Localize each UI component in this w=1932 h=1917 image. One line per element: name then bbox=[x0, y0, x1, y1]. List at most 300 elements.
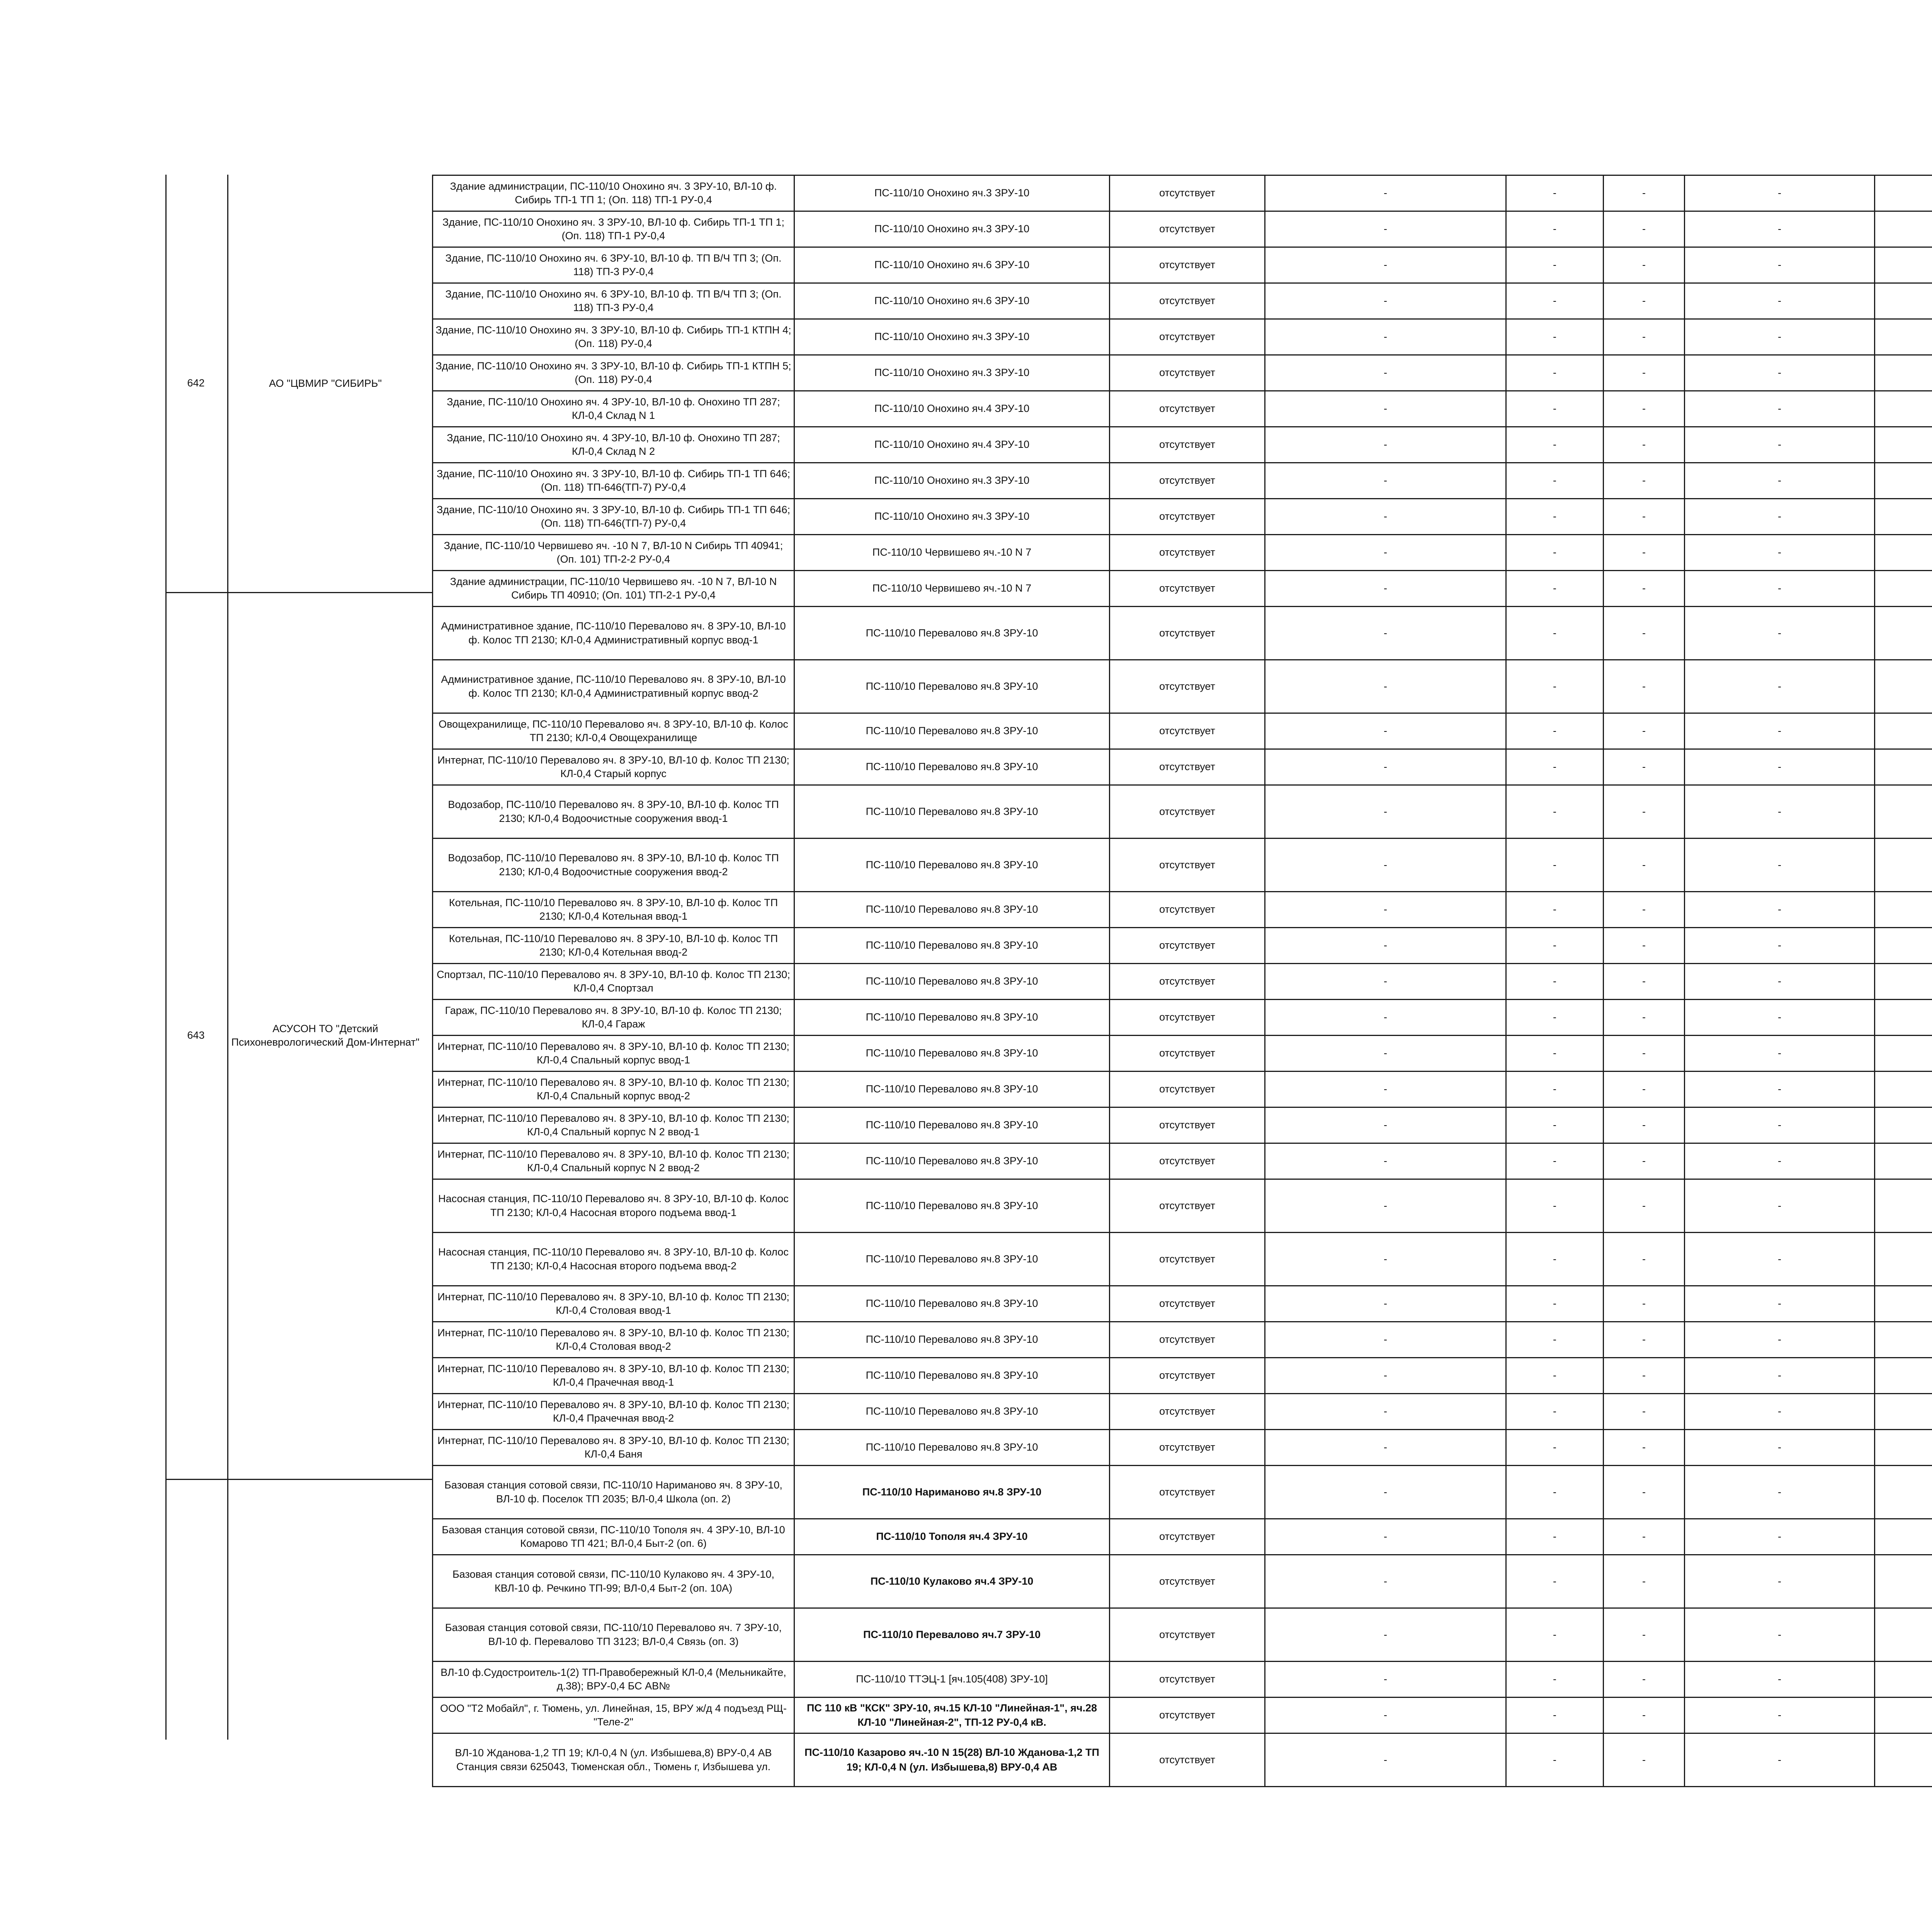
feed-point-cell: ПС-110/10 Перевалово яч.8 ЗРУ-10 bbox=[794, 1358, 1110, 1394]
table-row bbox=[433, 463, 1932, 499]
status-cell: отсутствует bbox=[1110, 1698, 1265, 1733]
dash-cell: - bbox=[1265, 499, 1506, 535]
status-cell: отсутствует bbox=[1110, 355, 1265, 391]
feed-point-cell: ПС-110/10 Перевалово яч.8 ЗРУ-10 bbox=[794, 1000, 1110, 1036]
object-cell: Интернат, ПС-110/10 Перевалово яч. 8 ЗРУ-10, ВЛ-10 ф. Колос ТП 2130; КЛ-0,4 Столовая ввод-1 bbox=[433, 1286, 794, 1322]
object-cell: ВЛ-10 Жданова-1,2 ТП 19; КЛ-0,4 N (ул. Избышева,8) ВРУ-0,4 АВ Станция связи 625043, Тюменская обл., Тюмень г, Избышева ул. bbox=[433, 1733, 794, 1787]
table-row bbox=[433, 785, 1932, 839]
dash-cell: - bbox=[1506, 391, 1604, 427]
dash-cell: - bbox=[1604, 1036, 1685, 1072]
feed-point-cell: ПС-110/10 Перевалово яч.8 ЗРУ-10 bbox=[794, 928, 1110, 964]
dash-cell bbox=[1875, 607, 1932, 660]
feed-point-cell: ПС-110/10 Перевалово яч.8 ЗРУ-10 bbox=[794, 1233, 1110, 1286]
dash-cell: - bbox=[1265, 1394, 1506, 1430]
dash-cell: - bbox=[1506, 1662, 1604, 1698]
dash-cell: - bbox=[1506, 1107, 1604, 1143]
dash-cell bbox=[1875, 713, 1932, 749]
dash-cell: - bbox=[1506, 427, 1604, 463]
dash-cell: - bbox=[1506, 1698, 1604, 1733]
table-row bbox=[433, 1698, 1932, 1733]
dash-cell: - bbox=[1604, 1286, 1685, 1322]
dash-cell: - bbox=[1506, 1555, 1604, 1608]
dash-cell bbox=[1875, 427, 1932, 463]
dash-cell: - bbox=[1506, 1000, 1604, 1036]
object-cell: Интернат, ПС-110/10 Перевалово яч. 8 ЗРУ-10, ВЛ-10 ф. Колос ТП 2130; КЛ-0,4 Баня bbox=[433, 1430, 794, 1466]
dash-cell: - bbox=[1506, 499, 1604, 535]
feed-point-cell: ПС-110/10 Онохино яч.3 ЗРУ-10 bbox=[794, 175, 1110, 211]
dash-cell: - bbox=[1265, 1107, 1506, 1143]
feed-point-cell: ПС-110/10 Перевалово яч.8 ЗРУ-10 bbox=[794, 1143, 1110, 1179]
dash-cell: - bbox=[1685, 1179, 1875, 1233]
status-cell: отсутствует bbox=[1110, 607, 1265, 660]
feed-point-cell: ПС-110/10 Перевалово яч.8 ЗРУ-10 bbox=[794, 1322, 1110, 1358]
feed-point-cell: ПС-110/10 Онохино яч.3 ЗРУ-10 bbox=[794, 211, 1110, 247]
data-table bbox=[432, 175, 1932, 1787]
feed-point-cell: ПС-110/10 Перевалово яч.7 ЗРУ-10 bbox=[794, 1608, 1110, 1662]
status-cell: отсутствует bbox=[1110, 839, 1265, 892]
dash-cell: - bbox=[1506, 1286, 1604, 1322]
object-cell: Овощехранилище, ПС-110/10 Перевалово яч. 8 ЗРУ-10, ВЛ-10 ф. Колос ТП 2130; КЛ-0,4 Овощехранилище bbox=[433, 713, 794, 749]
dash-cell: - bbox=[1506, 607, 1604, 660]
dash-cell bbox=[1875, 1466, 1932, 1519]
dash-cell bbox=[1875, 1733, 1932, 1787]
dash-cell: - bbox=[1506, 463, 1604, 499]
table-row bbox=[433, 247, 1932, 283]
table-row bbox=[433, 1233, 1932, 1286]
dash-cell: - bbox=[1685, 1466, 1875, 1519]
dash-cell: - bbox=[1604, 1107, 1685, 1143]
object-cell: Здание, ПС-110/10 Червишево яч. -10 N 7, ВЛ-10 N Сибирь ТП 40941; (Оп. 101) ТП-2-2 РУ-0,4 bbox=[433, 535, 794, 571]
dash-cell: - bbox=[1265, 571, 1506, 607]
dash-cell: - bbox=[1506, 1430, 1604, 1466]
feed-point-cell: ПС-110/10 Червишево яч.-10 N 7 bbox=[794, 571, 1110, 607]
dash-cell: - bbox=[1604, 660, 1685, 713]
dash-cell: - bbox=[1604, 1466, 1685, 1519]
status-cell: отсутствует bbox=[1110, 1179, 1265, 1233]
feed-point-cell: ПС-110/10 Перевалово яч.8 ЗРУ-10 bbox=[794, 1072, 1110, 1107]
group-separator bbox=[165, 592, 433, 593]
dash-cell: - bbox=[1685, 463, 1875, 499]
status-cell: отсутствует bbox=[1110, 1394, 1265, 1430]
dash-cell: - bbox=[1265, 785, 1506, 839]
dash-cell: - bbox=[1506, 175, 1604, 211]
status-cell: отсутствует bbox=[1110, 1286, 1265, 1322]
dash-cell: - bbox=[1506, 785, 1604, 839]
dash-cell: - bbox=[1685, 839, 1875, 892]
status-cell: отсутствует bbox=[1110, 211, 1265, 247]
dash-cell: - bbox=[1685, 1698, 1875, 1733]
status-cell: отсутствует bbox=[1110, 1036, 1265, 1072]
status-cell: отсутствует bbox=[1110, 1662, 1265, 1698]
feed-point-cell: ПС-110/10 Перевалово яч.8 ЗРУ-10 bbox=[794, 1036, 1110, 1072]
dash-cell: - bbox=[1265, 660, 1506, 713]
dash-cell: - bbox=[1685, 1143, 1875, 1179]
dash-cell: - bbox=[1604, 175, 1685, 211]
status-cell: отсутствует bbox=[1110, 247, 1265, 283]
feed-point-cell: ПС-110/10 Перевалово яч.8 ЗРУ-10 bbox=[794, 839, 1110, 892]
dash-cell bbox=[1875, 463, 1932, 499]
status-cell: отсутствует bbox=[1110, 1322, 1265, 1358]
dash-cell bbox=[1875, 749, 1932, 785]
status-cell: отсутствует bbox=[1110, 175, 1265, 211]
object-cell: Интернат, ПС-110/10 Перевалово яч. 8 ЗРУ-10, ВЛ-10 ф. Колос ТП 2130; КЛ-0,4 Спальный корпус ввод-2 bbox=[433, 1072, 794, 1107]
object-cell: Здание, ПС-110/10 Онохино яч. 3 ЗРУ-10, ВЛ-10 ф. Сибирь ТП-1 ТП 646; (Оп. 118) ТП-646(ТП-7) РУ-0,4 bbox=[433, 463, 794, 499]
dash-cell: - bbox=[1265, 1036, 1506, 1072]
feed-point-cell: ПС-110/10 Тополя яч.4 ЗРУ-10 bbox=[794, 1519, 1110, 1555]
dash-cell: - bbox=[1506, 1733, 1604, 1787]
object-cell: Здание, ПС-110/10 Онохино яч. 3 ЗРУ-10, ВЛ-10 ф. Сибирь ТП-1 ТП 1; (Оп. 118) ТП-1 РУ-0,4 bbox=[433, 211, 794, 247]
feed-point-cell: ПС-110/10 Онохино яч.3 ЗРУ-10 bbox=[794, 463, 1110, 499]
status-cell: отсутствует bbox=[1110, 928, 1265, 964]
dash-cell: - bbox=[1685, 1430, 1875, 1466]
status-cell: отсутствует bbox=[1110, 1143, 1265, 1179]
object-cell: Здание, ПС-110/10 Онохино яч. 3 ЗРУ-10, ВЛ-10 ф. Сибирь ТП-1 КТПН 4; (Оп. 118) РУ-0,4 bbox=[433, 319, 794, 355]
object-cell: Административное здание, ПС-110/10 Перевалово яч. 8 ЗРУ-10, ВЛ-10 ф. Колос ТП 2130; КЛ-0,4 Административный корпус ввод-1 bbox=[433, 607, 794, 660]
dash-cell: - bbox=[1685, 660, 1875, 713]
object-cell: Интернат, ПС-110/10 Перевалово яч. 8 ЗРУ-10, ВЛ-10 ф. Колос ТП 2130; КЛ-0,4 Старый корпус bbox=[433, 749, 794, 785]
dash-cell: - bbox=[1506, 928, 1604, 964]
dash-cell bbox=[1875, 1107, 1932, 1143]
table-row bbox=[433, 1107, 1932, 1143]
object-cell: Спортзал, ПС-110/10 Перевалово яч. 8 ЗРУ-10, ВЛ-10 ф. Колос ТП 2130; КЛ-0,4 Спортзал bbox=[433, 964, 794, 1000]
dash-cell: - bbox=[1265, 839, 1506, 892]
feed-point-cell: ПС-110/10 Перевалово яч.8 ЗРУ-10 bbox=[794, 1107, 1110, 1143]
dash-cell: - bbox=[1604, 928, 1685, 964]
table-row bbox=[433, 1036, 1932, 1072]
dash-cell: - bbox=[1265, 535, 1506, 571]
dash-cell bbox=[1875, 928, 1932, 964]
dash-cell: - bbox=[1685, 1000, 1875, 1036]
status-cell: отсутствует bbox=[1110, 499, 1265, 535]
object-cell: Здание, ПС-110/10 Онохино яч. 4 ЗРУ-10, ВЛ-10 ф. Онохино ТП 287; КЛ-0,4 Склад N 2 bbox=[433, 427, 794, 463]
table-row bbox=[433, 892, 1932, 928]
dash-cell: - bbox=[1265, 892, 1506, 928]
feed-point-cell: ПС-110/10 ТТЭЦ-1 [яч.105(408) ЗРУ-10] bbox=[794, 1662, 1110, 1698]
object-cell: Базовая станция сотовой связи, ПС-110/10 Кулаково яч. 4 ЗРУ-10, КВЛ-10 ф. Речкино ТП-99; ВЛ-0,4 Быт-2 (оп. 10А) bbox=[433, 1555, 794, 1608]
object-cell: Водозабор, ПС-110/10 Перевалово яч. 8 ЗРУ-10, ВЛ-10 ф. Колос ТП 2130; КЛ-0,4 Водоочистные сооружения ввод-2 bbox=[433, 839, 794, 892]
status-cell: отсутствует bbox=[1110, 1233, 1265, 1286]
feed-point-cell: ПС-110/10 Онохино яч.6 ЗРУ-10 bbox=[794, 247, 1110, 283]
dash-cell: - bbox=[1506, 247, 1604, 283]
dash-cell: - bbox=[1604, 499, 1685, 535]
dash-cell: - bbox=[1506, 1466, 1604, 1519]
dash-cell: - bbox=[1506, 1036, 1604, 1072]
dash-cell: - bbox=[1506, 713, 1604, 749]
status-cell: отсутствует bbox=[1110, 463, 1265, 499]
dash-cell: - bbox=[1685, 427, 1875, 463]
object-cell: Интернат, ПС-110/10 Перевалово яч. 8 ЗРУ-10, ВЛ-10 ф. Колос ТП 2130; КЛ-0,4 Столовая ввод-2 bbox=[433, 1322, 794, 1358]
dash-cell: - bbox=[1685, 391, 1875, 427]
table-row bbox=[433, 1430, 1932, 1466]
object-cell: ООО "Т2 Мобайл", г. Тюмень, ул. Линейная, 15, ВРУ ж/д 4 подъезд РЩ- "Теле-2" bbox=[433, 1698, 794, 1733]
dash-cell bbox=[1875, 1608, 1932, 1662]
table-row bbox=[433, 1555, 1932, 1608]
dash-cell: - bbox=[1685, 175, 1875, 211]
table-row bbox=[433, 211, 1932, 247]
object-cell: Гараж, ПС-110/10 Перевалово яч. 8 ЗРУ-10, ВЛ-10 ф. Колос ТП 2130; КЛ-0,4 Гараж bbox=[433, 1000, 794, 1036]
dash-cell: - bbox=[1506, 892, 1604, 928]
status-cell: отсутствует bbox=[1110, 1555, 1265, 1608]
column-line bbox=[227, 175, 228, 1740]
table-row bbox=[433, 391, 1932, 427]
dash-cell: - bbox=[1506, 319, 1604, 355]
dash-cell: - bbox=[1265, 427, 1506, 463]
status-cell: отсутствует bbox=[1110, 571, 1265, 607]
dash-cell: - bbox=[1685, 892, 1875, 928]
dash-cell: - bbox=[1604, 1430, 1685, 1466]
status-cell: отсутствует bbox=[1110, 1733, 1265, 1787]
dash-cell: - bbox=[1604, 355, 1685, 391]
object-cell: Водозабор, ПС-110/10 Перевалово яч. 8 ЗРУ-10, ВЛ-10 ф. Колос ТП 2130; КЛ-0,4 Водоочистные сооружения ввод-1 bbox=[433, 785, 794, 839]
table-row bbox=[433, 1072, 1932, 1107]
dash-cell: - bbox=[1265, 1000, 1506, 1036]
dash-cell: - bbox=[1604, 1555, 1685, 1608]
dash-cell bbox=[1875, 1233, 1932, 1286]
dash-cell: - bbox=[1685, 283, 1875, 319]
table-row bbox=[433, 713, 1932, 749]
dash-cell: - bbox=[1604, 1519, 1685, 1555]
dash-cell: - bbox=[1685, 1072, 1875, 1107]
dash-cell: - bbox=[1604, 211, 1685, 247]
dash-cell: - bbox=[1685, 1555, 1875, 1608]
group-separator bbox=[165, 1479, 433, 1480]
dash-cell bbox=[1875, 499, 1932, 535]
dash-cell: - bbox=[1685, 1036, 1875, 1072]
dash-cell: - bbox=[1265, 1072, 1506, 1107]
dash-cell: - bbox=[1604, 535, 1685, 571]
dash-cell: - bbox=[1604, 247, 1685, 283]
status-cell: отсутствует bbox=[1110, 1430, 1265, 1466]
status-cell: отсутствует bbox=[1110, 1519, 1265, 1555]
dash-cell: - bbox=[1685, 713, 1875, 749]
dash-cell: - bbox=[1506, 571, 1604, 607]
dash-cell bbox=[1875, 571, 1932, 607]
status-cell: отсутствует bbox=[1110, 319, 1265, 355]
table-row bbox=[433, 1322, 1932, 1358]
feed-point-cell: ПС-110/10 Казарово яч.-10 N 15(28) ВЛ-10 Жданова-1,2 ТП 19; КЛ-0,4 N (ул. Избышева,8) ВРУ-0,4 АВ bbox=[794, 1733, 1110, 1787]
dash-cell: - bbox=[1604, 1698, 1685, 1733]
dash-cell bbox=[1875, 660, 1932, 713]
dash-cell bbox=[1875, 391, 1932, 427]
status-cell: отсутствует bbox=[1110, 1000, 1265, 1036]
group-number: 642 bbox=[187, 377, 205, 389]
status-cell: отсутствует bbox=[1110, 1107, 1265, 1143]
table-row bbox=[433, 928, 1932, 964]
object-cell: Интернат, ПС-110/10 Перевалово яч. 8 ЗРУ-10, ВЛ-10 ф. Колос ТП 2130; КЛ-0,4 Прачечная ввод-2 bbox=[433, 1394, 794, 1430]
dash-cell: - bbox=[1265, 391, 1506, 427]
table-row bbox=[433, 839, 1932, 892]
table-row bbox=[433, 1143, 1932, 1179]
dash-cell: - bbox=[1506, 839, 1604, 892]
status-cell: отсутствует bbox=[1110, 1358, 1265, 1394]
dash-cell: - bbox=[1506, 1072, 1604, 1107]
dash-cell: - bbox=[1265, 175, 1506, 211]
dash-cell: - bbox=[1265, 319, 1506, 355]
object-cell: Интернат, ПС-110/10 Перевалово яч. 8 ЗРУ-10, ВЛ-10 ф. Колос ТП 2130; КЛ-0,4 Спальный корпус ввод-1 bbox=[433, 1036, 794, 1072]
dash-cell bbox=[1875, 839, 1932, 892]
dash-cell bbox=[1875, 211, 1932, 247]
dash-cell: - bbox=[1506, 749, 1604, 785]
feed-point-cell: ПС-110/10 Перевалово яч.8 ЗРУ-10 bbox=[794, 1179, 1110, 1233]
dash-cell: - bbox=[1604, 319, 1685, 355]
feed-point-cell: ПС-110/10 Перевалово яч.8 ЗРУ-10 bbox=[794, 964, 1110, 1000]
dash-cell bbox=[1875, 1519, 1932, 1555]
dash-cell: - bbox=[1604, 1662, 1685, 1698]
feed-point-cell: ПС-110/10 Перевалово яч.8 ЗРУ-10 bbox=[794, 1430, 1110, 1466]
dash-cell: - bbox=[1685, 607, 1875, 660]
dash-cell: - bbox=[1604, 1179, 1685, 1233]
status-cell: отсутствует bbox=[1110, 283, 1265, 319]
dash-cell: - bbox=[1685, 1322, 1875, 1358]
dash-cell bbox=[1875, 1036, 1932, 1072]
dash-cell: - bbox=[1506, 1358, 1604, 1394]
dash-cell: - bbox=[1685, 211, 1875, 247]
object-cell: Базовая станция сотовой связи, ПС-110/10 Перевалово яч. 7 ЗРУ-10, ВЛ-10 ф. Перевалово ТП 3123; ВЛ-0,4 Связь (оп. 3) bbox=[433, 1608, 794, 1662]
dash-cell: - bbox=[1506, 1143, 1604, 1179]
dash-cell: - bbox=[1604, 1733, 1685, 1787]
status-cell: отсутствует bbox=[1110, 660, 1265, 713]
status-cell: отсутствует bbox=[1110, 535, 1265, 571]
feed-point-cell: ПС-110/10 Перевалово яч.8 ЗРУ-10 bbox=[794, 1394, 1110, 1430]
dash-cell: - bbox=[1265, 1608, 1506, 1662]
table-row bbox=[433, 283, 1932, 319]
object-cell: Интернат, ПС-110/10 Перевалово яч. 8 ЗРУ-10, ВЛ-10 ф. Колос ТП 2130; КЛ-0,4 Спальный корпус N 2 ввод-2 bbox=[433, 1143, 794, 1179]
dash-cell: - bbox=[1265, 607, 1506, 660]
table-row bbox=[433, 1179, 1932, 1233]
dash-cell: - bbox=[1685, 319, 1875, 355]
dash-cell: - bbox=[1604, 1608, 1685, 1662]
dash-cell: - bbox=[1506, 964, 1604, 1000]
dash-cell: - bbox=[1685, 1608, 1875, 1662]
dash-cell: - bbox=[1604, 749, 1685, 785]
dash-cell bbox=[1875, 1698, 1932, 1733]
table-row bbox=[433, 1466, 1932, 1519]
feed-point-cell: ПС-110/10 Онохино яч.3 ЗРУ-10 bbox=[794, 355, 1110, 391]
status-cell: отсутствует bbox=[1110, 785, 1265, 839]
group-organisation: АО "ЦВМИР "СИБИРЬ" bbox=[269, 377, 382, 389]
feed-point-cell: ПС-110/10 Перевалово яч.8 ЗРУ-10 bbox=[794, 785, 1110, 839]
dash-cell: - bbox=[1265, 1143, 1506, 1179]
dash-cell: - bbox=[1604, 283, 1685, 319]
dash-cell: - bbox=[1604, 1233, 1685, 1286]
group-organisation: АСУСОН ТО "Детский Психоневрологический Дом-Интернат" bbox=[231, 1022, 420, 1048]
dash-cell: - bbox=[1604, 892, 1685, 928]
dash-cell: - bbox=[1265, 1662, 1506, 1698]
dash-cell: - bbox=[1265, 1430, 1506, 1466]
dash-cell: - bbox=[1685, 1107, 1875, 1143]
dash-cell: - bbox=[1604, 463, 1685, 499]
dash-cell: - bbox=[1265, 1233, 1506, 1286]
dash-cell: - bbox=[1265, 928, 1506, 964]
table-row bbox=[433, 964, 1932, 1000]
dash-cell: - bbox=[1265, 355, 1506, 391]
dash-cell: - bbox=[1265, 1179, 1506, 1233]
object-cell: Здание администрации, ПС-110/10 Онохино яч. 3 ЗРУ-10, ВЛ-10 ф. Сибирь ТП-1 ТП 1; (Оп. 118) ТП-1 РУ-0,4 bbox=[433, 175, 794, 211]
dash-cell: - bbox=[1685, 1286, 1875, 1322]
dash-cell: - bbox=[1685, 749, 1875, 785]
feed-point-cell: ПС-110/10 Онохино яч.4 ЗРУ-10 bbox=[794, 391, 1110, 427]
object-cell: Котельная, ПС-110/10 Перевалово яч. 8 ЗРУ-10, ВЛ-10 ф. Колос ТП 2130; КЛ-0,4 Котельная ввод-1 bbox=[433, 892, 794, 928]
dash-cell: - bbox=[1506, 1519, 1604, 1555]
dash-cell: - bbox=[1265, 1733, 1506, 1787]
dash-cell: - bbox=[1265, 1519, 1506, 1555]
dash-cell: - bbox=[1685, 1519, 1875, 1555]
table-row bbox=[433, 355, 1932, 391]
dash-cell: - bbox=[1265, 211, 1506, 247]
dash-cell: - bbox=[1265, 463, 1506, 499]
dash-cell bbox=[1875, 1322, 1932, 1358]
table-row bbox=[433, 319, 1932, 355]
dash-cell: - bbox=[1685, 1662, 1875, 1698]
dash-cell: - bbox=[1265, 964, 1506, 1000]
dash-cell: - bbox=[1685, 1733, 1875, 1787]
object-cell: Базовая станция сотовой связи, ПС-110/10 Тополя яч. 4 ЗРУ-10, ВЛ-10 Комарово ТП 421; ВЛ-0,4 Быт-2 (оп. 6) bbox=[433, 1519, 794, 1555]
dash-cell bbox=[1875, 1072, 1932, 1107]
object-cell: Базовая станция сотовой связи, ПС-110/10 Нариманово яч. 8 ЗРУ-10, ВЛ-10 ф. Поселок ТП 2035; ВЛ-0,4 Школа (оп. 2) bbox=[433, 1466, 794, 1519]
status-cell: отсутствует bbox=[1110, 1072, 1265, 1107]
status-cell: отсутствует bbox=[1110, 749, 1265, 785]
table-row bbox=[433, 499, 1932, 535]
feed-point-cell: ПС-110/10 Перевалово яч.8 ЗРУ-10 bbox=[794, 892, 1110, 928]
dash-cell: - bbox=[1506, 283, 1604, 319]
dash-cell: - bbox=[1265, 1286, 1506, 1322]
dash-cell: - bbox=[1685, 1233, 1875, 1286]
feed-point-cell: ПС-110/10 Онохино яч.4 ЗРУ-10 bbox=[794, 427, 1110, 463]
feed-point-cell: ПС-110/10 Онохино яч.3 ЗРУ-10 bbox=[794, 319, 1110, 355]
dash-cell: - bbox=[1604, 1072, 1685, 1107]
feed-point-cell: ПС-110/10 Перевалово яч.8 ЗРУ-10 bbox=[794, 1286, 1110, 1322]
dash-cell: - bbox=[1506, 660, 1604, 713]
dash-cell: - bbox=[1506, 211, 1604, 247]
dash-cell: - bbox=[1604, 713, 1685, 749]
dash-cell bbox=[1875, 319, 1932, 355]
dash-cell: - bbox=[1685, 964, 1875, 1000]
dash-cell: - bbox=[1506, 1233, 1604, 1286]
dash-cell bbox=[1875, 892, 1932, 928]
dash-cell: - bbox=[1604, 607, 1685, 660]
dash-cell: - bbox=[1265, 1322, 1506, 1358]
table-row bbox=[433, 535, 1932, 571]
dash-cell: - bbox=[1265, 1358, 1506, 1394]
column-line bbox=[165, 175, 167, 1740]
table-row bbox=[433, 175, 1932, 211]
dash-cell: - bbox=[1604, 391, 1685, 427]
table-row bbox=[433, 1519, 1932, 1555]
status-cell: отсутствует bbox=[1110, 964, 1265, 1000]
table-row bbox=[433, 1662, 1932, 1698]
table-row bbox=[433, 571, 1932, 607]
group-number: 643 bbox=[187, 1029, 205, 1041]
feed-point-cell: ПС-110/10 Перевалово яч.8 ЗРУ-10 bbox=[794, 749, 1110, 785]
table-row bbox=[433, 1286, 1932, 1322]
object-cell: Здание, ПС-110/10 Онохино яч. 6 ЗРУ-10, ВЛ-10 ф. ТП В/Ч ТП 3; (Оп. 118) ТП-3 РУ-0,4 bbox=[433, 283, 794, 319]
dash-cell: - bbox=[1265, 713, 1506, 749]
object-cell: Интернат, ПС-110/10 Перевалово яч. 8 ЗРУ-10, ВЛ-10 ф. Колос ТП 2130; КЛ-0,4 Прачечная ввод-1 bbox=[433, 1358, 794, 1394]
dash-cell bbox=[1875, 1394, 1932, 1430]
table-row bbox=[433, 660, 1932, 713]
dash-cell: - bbox=[1685, 928, 1875, 964]
dash-cell: - bbox=[1604, 427, 1685, 463]
dash-cell: - bbox=[1506, 1179, 1604, 1233]
dash-cell: - bbox=[1265, 1698, 1506, 1733]
dash-cell bbox=[1875, 964, 1932, 1000]
dash-cell: - bbox=[1604, 1322, 1685, 1358]
dash-cell: - bbox=[1685, 785, 1875, 839]
dash-cell: - bbox=[1506, 1322, 1604, 1358]
dash-cell: - bbox=[1685, 355, 1875, 391]
dash-cell: - bbox=[1604, 1358, 1685, 1394]
dash-cell: - bbox=[1604, 1394, 1685, 1430]
